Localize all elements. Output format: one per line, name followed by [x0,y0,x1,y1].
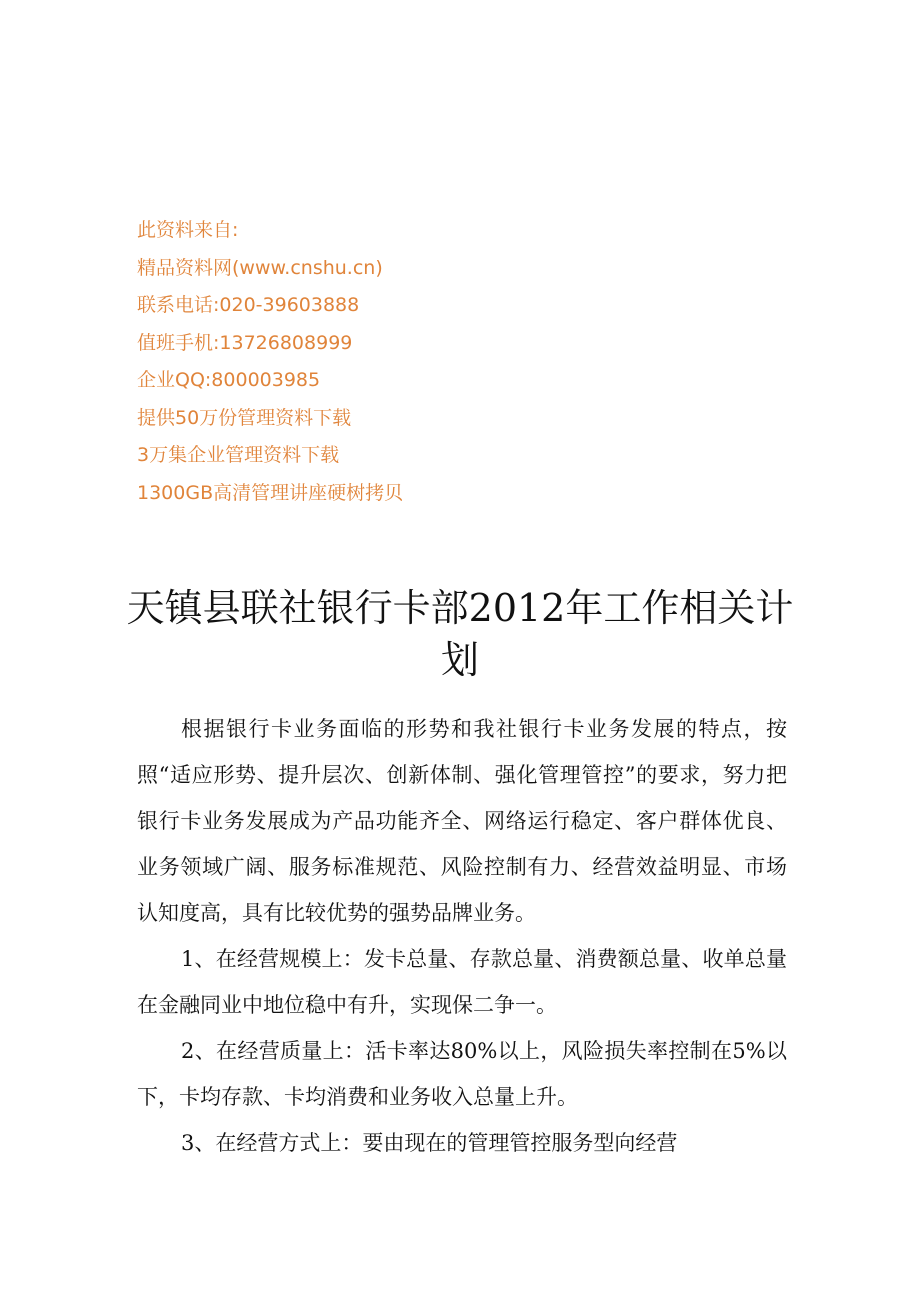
item-1-paragraph: 1、在经营规模上：发卡总量、存款总量、消费额总量、收单总量在金融同业中地位稳中有升，实现保二争一。 [137,947,787,1017]
item-3-paragraph: 3、在经营方式上：要由现在的管理管控服务型向经营 [181,1131,678,1155]
promo-offer-line-1: 提供50万份管理资料下载 [137,406,352,429]
promo-qq-line: 企业QQ:800003985 [137,369,321,391]
promo-block [137,212,657,512]
item-2-paragraph: 2、在经营质量上：活卡率达80%以上，风险损失率控制在5%以下，卡均存款、卡均消费和业务收入总量上升。 [137,1039,787,1109]
promo-offer-line-2: 3万集企业管理资料下载 [137,444,340,466]
promo-phone-line: 联系电话:020-39603888 [137,294,360,316]
document-title: 天镇县联社银行卡部2012年工作相关计划 [126,586,794,682]
promo-mobile-line: 值班手机:13726808999 [137,331,353,354]
document-body [137,706,787,1166]
promo-offer-line-3: 1300GB高清管理讲座硬树拷贝 [137,481,404,504]
intro-paragraph: 根据银行卡业务面临的形势和我社银行卡业务发展的特点，按照“适应形势、提升层次、创新体制、强化管理管控”的要求，努力把银行卡业务发展成为产品功能齐全、网络运行稳定、客户群体优良、业务领域广阔、服务标准规范、风险控制有力、经营效益明显、市场认知度高，具有比较优势的强势品牌业务。 [137,717,787,925]
promo-source-line: 此资料来自: [137,219,239,241]
promo-website-line: 精品资料网(www.cnshu.cn) [137,256,383,279]
